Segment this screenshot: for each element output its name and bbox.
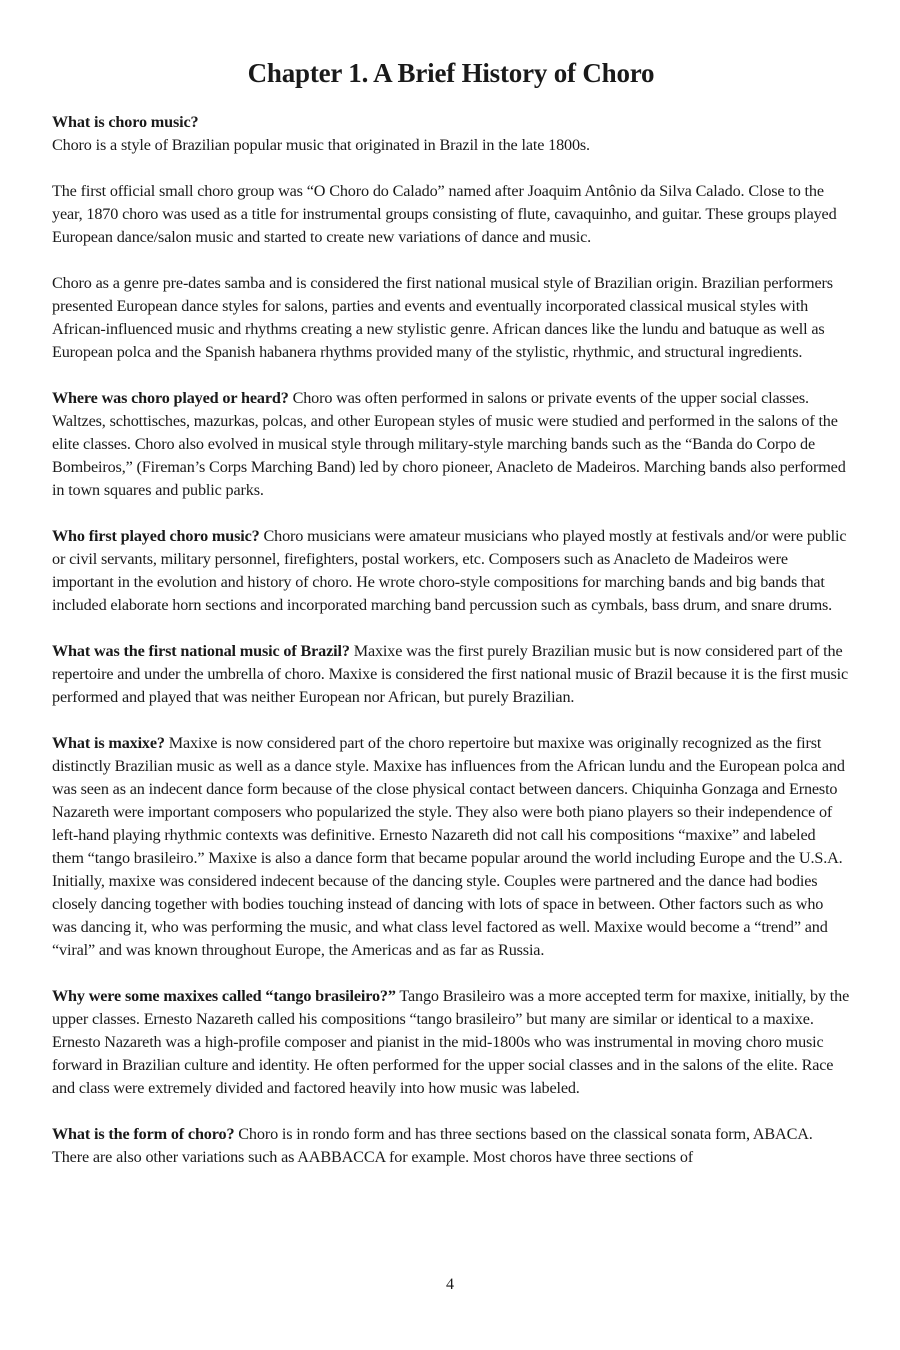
question-heading: What is choro music? — [52, 113, 199, 131]
paragraph-text: Maxixe was the first purely Brazilian music but is now considered part of the repertoire and under the umbrella of choro. Maxixe is considered the first national music of Brazil because it is the first music performed and played that was neither European nor African, but purely Brazilian. — [52, 642, 849, 706]
paragraph-form-of-choro — [52, 1123, 850, 1169]
page-number: 4 — [446, 1276, 454, 1293]
question-heading: Why were some maxixes called “tango brasileiro?” — [52, 987, 396, 1005]
paragraph-text: Choro as a genre pre-dates samba and is considered the first national musical style of Brazilian origin. Brazilian performers presented European dance styles for salons, parties and events and eventually incorporated classical musical styles with African-influenced music and rhythms creating a new stylistic genre. African dances like the lundu and batuque as well as European polca and the Spanish habanera rhythms provided many of the stylistic, rhythmic, and structural ingredients. — [52, 274, 833, 361]
paragraph-what-is-choro — [52, 111, 850, 157]
paragraph-tango-brasileiro — [52, 985, 850, 1100]
question-heading: Where was choro played or heard? — [52, 389, 289, 407]
paragraph-text: Choro is a style of Brazilian popular music that originated in Brazil in the late 1800s. — [52, 136, 590, 154]
paragraph-choro-genre — [52, 272, 850, 364]
paragraph-text: Choro is in rondo form and has three sections based on the classical sonata form, ABACA. There are also other variations such as AABBACCA for example. Most choros have three sections of — [52, 1125, 813, 1166]
question-heading: Who first played choro music? — [52, 527, 260, 545]
paragraph-text: The first official small choro group was “O Choro do Calado” named after Joaquim Antônio da Silva Calado. Close to the year, 1870 choro was used as a title for instrumental groups consisting of flute, cavaquinho, and guitar. These groups played European dance/salon music and started to create new variations of dance and music. — [52, 182, 837, 246]
question-heading: What was the first national music of Brazil? — [52, 642, 350, 660]
paragraph-who-played — [52, 525, 850, 617]
paragraph-text: Maxixe is now considered part of the choro repertoire but maxixe was originally recognized as the first distinctly Brazilian music as well as a dance style. Maxixe has influences from the African lundu and the European polca and was seen as an indecent dance form because of the close physical contact between dancers. Chiquinha Gonzaga and Ernesto Nazareth were important composers who popularized the style. They also were both piano players so their independence of left-hand playing rhythmic contexts was definitive. Ernesto Nazareth did not call his compositions “maxixe” and labeled them “tango brasileiro.” Maxixe is also a dance form that became popular around the world including Europe and the U.S.A. Initially, maxixe was considered indecent because of the dancing style. Couples were partnered and the dance had bodies closely dancing together with bodies touching instead of dancing with lots of space in between. Other factors such as who was dancing it, who was performing the music, and what class level factored as well. Maxixe would become a “trend” and “viral” and was known throughout Europe, the Americas and as far as Russia. — [52, 734, 845, 959]
paragraph-text: Tango Brasileiro was a more accepted term for maxixe, initially, by the upper classes. Ernesto Nazareth called his compositions “tango brasileiro” but many are similar or identical to a maxixe. Ernesto Nazareth was a high-profile composer and pianist in the mid-1800s who was instrumental in moving choro music forward in Brazilian culture and identity. He often performed for the upper social classes and in the salons of the elite. Race and class were extremely divided and factored heavily into how music was labeled. — [52, 987, 850, 1097]
paragraph-first-choro-group — [52, 180, 850, 249]
question-heading: What is maxixe? — [52, 734, 165, 752]
paragraph-text: Choro musicians were amateur musicians who played mostly at festivals and/or were public or civil servants, military personnel, firefighters, postal workers, etc. Composers such as Anacleto de Madeiros were important in the evolution and history of choro. He wrote choro-style compositions for marching bands and big bands that included elaborate horn sections and incorporated marching band percussion such as cymbals, bass drum, and snare drums. — [52, 527, 847, 614]
paragraph-text: Choro was often performed in salons or private events of the upper social classes. Waltzes, schottisches, mazurkas, polcas, and other European styles of music were studied and performed in the salons of the elite classes. Choro also evolved in musical style through military-style marching bands such as the “Banda do Corpo de Bombeiros,” (Fireman’s Corps Marching Band) led by choro pioneer, Anacleto de Madeiros. Marching bands also performed in town squares and public parks. — [52, 389, 846, 499]
paragraph-first-national-music — [52, 640, 850, 709]
chapter-title: Chapter 1. A Brief History of Choro — [247, 58, 655, 88]
paragraph-what-is-maxixe — [52, 732, 850, 962]
question-heading: What is the form of choro? — [52, 1125, 235, 1143]
paragraph-where-played — [52, 387, 850, 502]
